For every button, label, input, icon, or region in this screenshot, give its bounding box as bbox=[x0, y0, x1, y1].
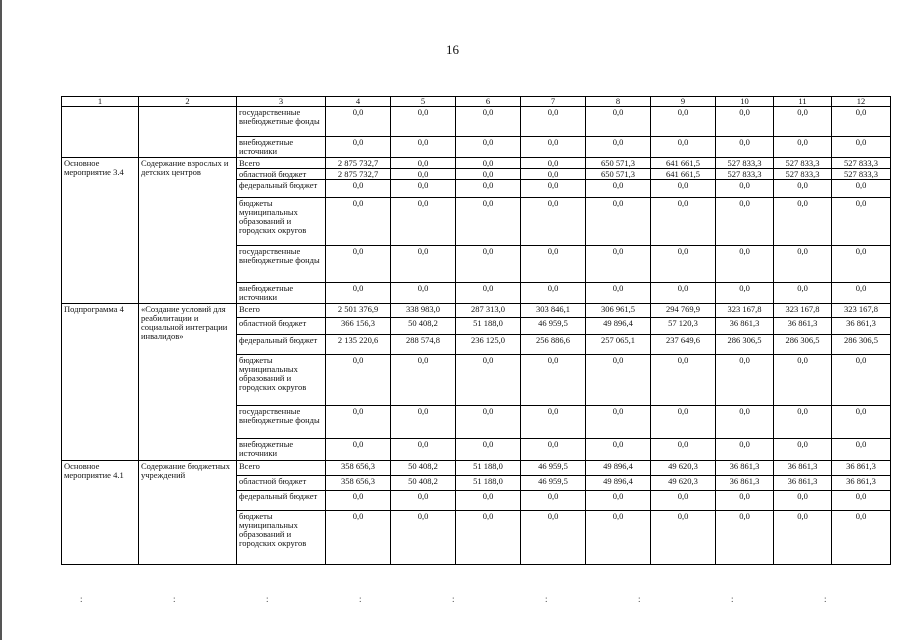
value-cell: 0,0 bbox=[716, 406, 774, 439]
value-cell: 0,0 bbox=[774, 137, 832, 158]
funding-source-cell: внебюджетные источники bbox=[237, 439, 326, 461]
value-cell: 46 959,5 bbox=[521, 318, 586, 335]
value-cell: 0,0 bbox=[456, 180, 521, 198]
value-cell: 323 167,8 bbox=[774, 304, 832, 318]
value-cell: 0,0 bbox=[521, 169, 586, 180]
funding-source-cell: внебюджетные источники bbox=[237, 283, 326, 304]
value-cell: 0,0 bbox=[651, 511, 716, 565]
value-cell: 0,0 bbox=[832, 283, 891, 304]
value-cell: 0,0 bbox=[391, 406, 456, 439]
value-cell: 2 501 376,9 bbox=[326, 304, 391, 318]
value-cell: 0,0 bbox=[651, 439, 716, 461]
value-cell: 0,0 bbox=[391, 137, 456, 158]
value-cell: 0,0 bbox=[326, 246, 391, 283]
value-cell: 0,0 bbox=[716, 198, 774, 246]
value-cell: 0,0 bbox=[832, 439, 891, 461]
footer-mark: : bbox=[731, 594, 734, 604]
funding-source-cell: государственные внебюджетные фонды bbox=[237, 406, 326, 439]
value-cell: 257 065,1 bbox=[586, 335, 651, 355]
table-header-row bbox=[62, 97, 891, 107]
value-cell: 51 188,0 bbox=[456, 318, 521, 335]
program-name-cell: Основное мероприятие 4.1 bbox=[62, 461, 139, 565]
value-cell: 0,0 bbox=[456, 439, 521, 461]
program-name-cell: Подпрограмма 4 bbox=[62, 304, 139, 461]
value-cell: 0,0 bbox=[586, 198, 651, 246]
footer-mark: : bbox=[545, 594, 548, 604]
funding-source-cell: областной бюджет bbox=[237, 318, 326, 335]
program-description-cell: Содержание бюджетных учреждений bbox=[139, 461, 237, 565]
header-cell: 9 bbox=[651, 97, 716, 107]
value-cell: 0,0 bbox=[521, 107, 586, 137]
value-cell: 0,0 bbox=[391, 246, 456, 283]
funding-source-cell: Всего bbox=[237, 158, 326, 169]
value-cell: 0,0 bbox=[521, 246, 586, 283]
footer-mark: : bbox=[824, 594, 827, 604]
value-cell: 0,0 bbox=[651, 406, 716, 439]
value-cell: 0,0 bbox=[326, 137, 391, 158]
value-cell: 0,0 bbox=[521, 180, 586, 198]
value-cell: 0,0 bbox=[391, 283, 456, 304]
header-cell: 8 bbox=[586, 97, 651, 107]
value-cell: 338 983,0 bbox=[391, 304, 456, 318]
program-description-cell: Содержание взрослых и детских центров bbox=[139, 158, 237, 304]
value-cell: 0,0 bbox=[716, 439, 774, 461]
value-cell: 0,0 bbox=[716, 180, 774, 198]
header-cell: 3 bbox=[237, 97, 326, 107]
value-cell: 36 861,3 bbox=[774, 476, 832, 491]
value-cell: 0,0 bbox=[832, 198, 891, 246]
funding-source-cell: внебюджетные источники bbox=[237, 137, 326, 158]
value-cell: 0,0 bbox=[651, 355, 716, 406]
funding-source-cell: Всего bbox=[237, 461, 326, 476]
value-cell: 0,0 bbox=[521, 137, 586, 158]
program-description-cell: «Создание условий для реабилитации и социальной интеграции инвалидов» bbox=[139, 304, 237, 461]
value-cell: 57 120,3 bbox=[651, 318, 716, 335]
funding-source-cell: областной бюджет bbox=[237, 476, 326, 491]
value-cell: 294 769,9 bbox=[651, 304, 716, 318]
value-cell: 0,0 bbox=[832, 406, 891, 439]
footer-mark: : bbox=[266, 594, 269, 604]
value-cell: 0,0 bbox=[391, 107, 456, 137]
value-cell: 0,0 bbox=[391, 491, 456, 511]
header-cell: 5 bbox=[391, 97, 456, 107]
value-cell: 0,0 bbox=[456, 137, 521, 158]
funding-source-cell: государственные внебюджетные фонды bbox=[237, 246, 326, 283]
value-cell: 0,0 bbox=[586, 491, 651, 511]
value-cell: 256 886,6 bbox=[521, 335, 586, 355]
value-cell: 0,0 bbox=[586, 283, 651, 304]
value-cell: 49 896,4 bbox=[586, 476, 651, 491]
value-cell: 36 861,3 bbox=[832, 476, 891, 491]
value-cell: 0,0 bbox=[521, 355, 586, 406]
footer-mark: : bbox=[452, 594, 455, 604]
value-cell: 366 156,3 bbox=[326, 318, 391, 335]
value-cell: 0,0 bbox=[774, 180, 832, 198]
value-cell: 0,0 bbox=[832, 180, 891, 198]
funding-source-cell: государственные внебюджетные фонды bbox=[237, 107, 326, 137]
value-cell: 0,0 bbox=[586, 246, 651, 283]
value-cell: 0,0 bbox=[832, 246, 891, 283]
value-cell: 527 833,3 bbox=[832, 169, 891, 180]
header-cell: 4 bbox=[326, 97, 391, 107]
value-cell: 527 833,3 bbox=[716, 169, 774, 180]
value-cell: 323 167,8 bbox=[716, 304, 774, 318]
value-cell: 0,0 bbox=[456, 511, 521, 565]
value-cell: 36 861,3 bbox=[832, 461, 891, 476]
value-cell: 0,0 bbox=[521, 283, 586, 304]
value-cell: 0,0 bbox=[774, 198, 832, 246]
value-cell: 0,0 bbox=[651, 180, 716, 198]
value-cell: 0,0 bbox=[326, 107, 391, 137]
value-cell: 0,0 bbox=[651, 107, 716, 137]
value-cell: 0,0 bbox=[774, 107, 832, 137]
value-cell: 0,0 bbox=[326, 439, 391, 461]
value-cell: 306 961,5 bbox=[586, 304, 651, 318]
value-cell: 0,0 bbox=[456, 491, 521, 511]
value-cell: 0,0 bbox=[716, 283, 774, 304]
value-cell: 0,0 bbox=[391, 511, 456, 565]
value-cell: 641 661,5 bbox=[651, 169, 716, 180]
value-cell: 0,0 bbox=[716, 511, 774, 565]
value-cell: 0,0 bbox=[326, 283, 391, 304]
value-cell: 641 661,5 bbox=[651, 158, 716, 169]
value-cell: 0,0 bbox=[832, 107, 891, 137]
value-cell: 0,0 bbox=[521, 491, 586, 511]
value-cell: 0,0 bbox=[456, 246, 521, 283]
value-cell: 0,0 bbox=[716, 355, 774, 406]
value-cell: 0,0 bbox=[832, 355, 891, 406]
value-cell: 0,0 bbox=[326, 355, 391, 406]
value-cell: 0,0 bbox=[651, 198, 716, 246]
value-cell: 236 125,0 bbox=[456, 335, 521, 355]
value-cell: 49 620,3 bbox=[651, 461, 716, 476]
footer-mark: : bbox=[80, 594, 83, 604]
funding-source-cell: федеральный бюджет bbox=[237, 180, 326, 198]
value-cell: 0,0 bbox=[391, 355, 456, 406]
value-cell: 0,0 bbox=[651, 246, 716, 283]
funding-source-cell: Всего bbox=[237, 304, 326, 318]
value-cell: 286 306,5 bbox=[716, 335, 774, 355]
value-cell: 0,0 bbox=[586, 137, 651, 158]
table-row bbox=[62, 107, 891, 137]
value-cell: 0,0 bbox=[774, 439, 832, 461]
header-cell: 6 bbox=[456, 97, 521, 107]
value-cell: 0,0 bbox=[651, 283, 716, 304]
program-description-cell bbox=[139, 107, 237, 158]
value-cell: 36 861,3 bbox=[774, 461, 832, 476]
value-cell: 51 188,0 bbox=[456, 476, 521, 491]
value-cell: 650 571,3 bbox=[586, 158, 651, 169]
value-cell: 0,0 bbox=[716, 246, 774, 283]
header-cell: 2 bbox=[139, 97, 237, 107]
value-cell: 0,0 bbox=[651, 137, 716, 158]
header-cell: 12 bbox=[832, 97, 891, 107]
value-cell: 286 306,5 bbox=[774, 335, 832, 355]
value-cell: 0,0 bbox=[774, 511, 832, 565]
value-cell: 0,0 bbox=[832, 491, 891, 511]
funding-source-cell: федеральный бюджет bbox=[237, 335, 326, 355]
value-cell: 0,0 bbox=[586, 406, 651, 439]
value-cell: 0,0 bbox=[774, 406, 832, 439]
value-cell: 0,0 bbox=[774, 355, 832, 406]
value-cell: 527 833,3 bbox=[716, 158, 774, 169]
value-cell: 0,0 bbox=[326, 180, 391, 198]
value-cell: 0,0 bbox=[521, 198, 586, 246]
table-row bbox=[62, 158, 891, 169]
value-cell: 0,0 bbox=[774, 246, 832, 283]
value-cell: 0,0 bbox=[651, 491, 716, 511]
value-cell: 0,0 bbox=[391, 439, 456, 461]
value-cell: 358 656,3 bbox=[326, 476, 391, 491]
value-cell: 36 861,3 bbox=[716, 318, 774, 335]
value-cell: 0,0 bbox=[586, 180, 651, 198]
value-cell: 2 875 732,7 bbox=[326, 158, 391, 169]
value-cell: 46 959,5 bbox=[521, 476, 586, 491]
value-cell: 288 574,8 bbox=[391, 335, 456, 355]
value-cell: 286 306,5 bbox=[832, 335, 891, 355]
value-cell: 0,0 bbox=[456, 283, 521, 304]
value-cell: 527 833,3 bbox=[774, 169, 832, 180]
value-cell: 0,0 bbox=[456, 107, 521, 137]
value-cell: 0,0 bbox=[774, 283, 832, 304]
value-cell: 50 408,2 bbox=[391, 461, 456, 476]
funding-source-cell: областной бюджет bbox=[237, 169, 326, 180]
value-cell: 49 620,3 bbox=[651, 476, 716, 491]
value-cell: 51 188,0 bbox=[456, 461, 521, 476]
value-cell: 36 861,3 bbox=[716, 461, 774, 476]
value-cell: 0,0 bbox=[716, 491, 774, 511]
header-cell: 1 bbox=[62, 97, 139, 107]
value-cell: 0,0 bbox=[521, 406, 586, 439]
funding-source-cell: федеральный бюджет bbox=[237, 491, 326, 511]
value-cell: 303 846,1 bbox=[521, 304, 586, 318]
header-cell: 10 bbox=[716, 97, 774, 107]
funding-source-cell: бюджеты муниципальных образований и городских округов bbox=[237, 511, 326, 565]
value-cell: 650 571,3 bbox=[586, 169, 651, 180]
footer-mark: : bbox=[359, 594, 362, 604]
value-cell: 36 861,3 bbox=[774, 318, 832, 335]
value-cell: 0,0 bbox=[391, 180, 456, 198]
footer-marks bbox=[0, 594, 905, 604]
header-cell: 11 bbox=[774, 97, 832, 107]
value-cell: 0,0 bbox=[832, 511, 891, 565]
value-cell: 0,0 bbox=[456, 169, 521, 180]
value-cell: 0,0 bbox=[521, 158, 586, 169]
value-cell: 0,0 bbox=[716, 107, 774, 137]
value-cell: 0,0 bbox=[716, 137, 774, 158]
table-row bbox=[62, 461, 891, 476]
value-cell: 0,0 bbox=[456, 158, 521, 169]
value-cell: 0,0 bbox=[521, 511, 586, 565]
value-cell: 527 833,3 bbox=[774, 158, 832, 169]
value-cell: 358 656,3 bbox=[326, 461, 391, 476]
value-cell: 49 896,4 bbox=[586, 461, 651, 476]
value-cell: 0,0 bbox=[832, 137, 891, 158]
value-cell: 0,0 bbox=[586, 511, 651, 565]
value-cell: 0,0 bbox=[456, 406, 521, 439]
funding-source-cell: бюджеты муниципальных образований и городских округов bbox=[237, 355, 326, 406]
program-name-cell bbox=[62, 107, 139, 158]
value-cell: 36 861,3 bbox=[832, 318, 891, 335]
value-cell: 0,0 bbox=[326, 491, 391, 511]
footer-mark: : bbox=[638, 594, 641, 604]
value-cell: 527 833,3 bbox=[832, 158, 891, 169]
funding-source-cell: бюджеты муниципальных образований и городских округов bbox=[237, 198, 326, 246]
page-left-edge bbox=[0, 0, 2, 640]
value-cell: 50 408,2 bbox=[391, 476, 456, 491]
budget-table bbox=[61, 96, 891, 565]
value-cell: 0,0 bbox=[391, 169, 456, 180]
table-body bbox=[62, 97, 891, 565]
value-cell: 49 896,4 bbox=[586, 318, 651, 335]
header-cell: 7 bbox=[521, 97, 586, 107]
program-name-cell: Основное мероприятие 3.4 bbox=[62, 158, 139, 304]
page-number: 16 bbox=[446, 42, 459, 57]
value-cell: 0,0 bbox=[586, 439, 651, 461]
value-cell: 0,0 bbox=[774, 491, 832, 511]
value-cell: 0,0 bbox=[326, 198, 391, 246]
value-cell: 0,0 bbox=[391, 198, 456, 246]
table-row bbox=[62, 304, 891, 318]
value-cell: 0,0 bbox=[326, 406, 391, 439]
value-cell: 323 167,8 bbox=[832, 304, 891, 318]
value-cell: 36 861,3 bbox=[716, 476, 774, 491]
value-cell: 50 408,2 bbox=[391, 318, 456, 335]
value-cell: 46 959,5 bbox=[521, 461, 586, 476]
value-cell: 0,0 bbox=[326, 511, 391, 565]
value-cell: 0,0 bbox=[521, 439, 586, 461]
value-cell: 0,0 bbox=[586, 107, 651, 137]
value-cell: 2 875 732,7 bbox=[326, 169, 391, 180]
value-cell: 237 649,6 bbox=[651, 335, 716, 355]
value-cell: 0,0 bbox=[586, 355, 651, 406]
value-cell: 2 135 220,6 bbox=[326, 335, 391, 355]
footer-mark: : bbox=[173, 594, 176, 604]
value-cell: 0,0 bbox=[391, 158, 456, 169]
value-cell: 0,0 bbox=[456, 355, 521, 406]
value-cell: 287 313,0 bbox=[456, 304, 521, 318]
value-cell: 0,0 bbox=[456, 198, 521, 246]
